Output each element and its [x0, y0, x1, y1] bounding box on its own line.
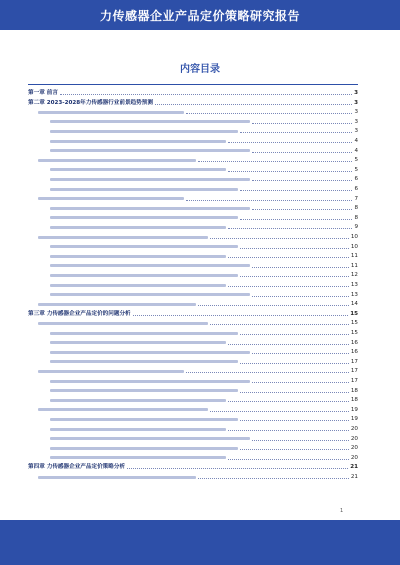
toc-page-number: 3: [354, 109, 358, 116]
toc-entry-text-illegible: [38, 322, 208, 325]
toc-entry-section[interactable]: [38, 300, 358, 308]
toc-entry-chapter[interactable]: [28, 89, 358, 97]
toc-entry-subsection[interactable]: [50, 291, 358, 299]
toc-leader-dots: [252, 179, 352, 181]
toc-entry-text-illegible: [38, 111, 184, 114]
toc-page-number: 17: [350, 368, 358, 375]
toc-entry-subsection[interactable]: [50, 396, 358, 404]
toc-page-number: 9: [354, 224, 358, 231]
toc-entry-subsection[interactable]: [50, 281, 358, 289]
toc-leader-dots: [198, 160, 352, 162]
toc-page-number: 8: [354, 205, 358, 212]
toc-entry-subsection[interactable]: [50, 339, 358, 347]
toc-leader-dots: [60, 93, 352, 95]
toc-page-number: 16: [350, 349, 358, 356]
toc-entry-subsection[interactable]: [50, 204, 358, 212]
toc-entry-subsection[interactable]: [50, 127, 358, 135]
toc-page-number: 19: [350, 406, 358, 413]
toc-leader-dots: [186, 112, 352, 114]
toc-entry-subsection[interactable]: [50, 415, 358, 423]
toc-entry-subsection[interactable]: [50, 118, 358, 126]
toc-entry-section[interactable]: [38, 156, 358, 164]
toc-leader-dots: [240, 419, 349, 421]
toc-entry-text-illegible: [50, 130, 238, 133]
toc-entry-text-illegible: [50, 341, 226, 344]
toc-page-number: 3: [354, 118, 358, 125]
toc-leader-dots: [228, 429, 349, 431]
toc-entry-subsection[interactable]: [50, 166, 358, 174]
toc-leader-dots: [240, 131, 352, 133]
page-number: 1: [340, 508, 344, 514]
toc-page-number: 5: [354, 166, 358, 173]
toc-page-number: 18: [350, 387, 358, 394]
toc-entry-text-illegible: [50, 351, 250, 354]
toc-entry-text-illegible: [50, 293, 250, 296]
toc-entry-text-illegible: [50, 188, 238, 191]
toc-entry-subsection[interactable]: [50, 243, 358, 251]
toc-entry-text-illegible: [38, 236, 208, 239]
toc-entry-chapter[interactable]: [28, 99, 358, 107]
toc-entry-subsection[interactable]: [50, 223, 358, 231]
toc-entry-subsection[interactable]: [50, 435, 358, 443]
table-of-contents: [28, 84, 358, 505]
toc-leader-dots: [252, 122, 352, 124]
toc-leader-dots: [252, 381, 349, 383]
toc-entry-text-illegible: [50, 418, 238, 421]
toc-entry-subsection[interactable]: [50, 137, 358, 145]
toc-entry-subsection[interactable]: [50, 358, 358, 366]
report-header: [0, 0, 400, 30]
toc-leader-dots: [210, 410, 349, 412]
toc-title: 内容目录: [180, 64, 220, 75]
toc-entry-subsection[interactable]: [50, 252, 358, 260]
toc-leader-dots: [240, 189, 352, 191]
toc-page-number: 10: [350, 234, 358, 240]
toc-page-number: 3: [354, 99, 358, 106]
toc-entry-text-illegible: [38, 303, 196, 306]
toc-page-number: 21: [350, 474, 358, 480]
toc-leader-dots: [240, 391, 349, 393]
toc-leader-dots: [133, 314, 349, 316]
toc-page-number: 15: [350, 320, 358, 327]
toc-leader-dots: [240, 333, 349, 335]
toc-entry-subsection[interactable]: [50, 425, 358, 433]
toc-entry-chapter[interactable]: [28, 463, 358, 471]
toc-leader-dots: [228, 458, 349, 460]
toc-leader-dots: [210, 237, 349, 239]
toc-entry-text-illegible: [38, 408, 208, 411]
toc-entry-section[interactable]: [38, 319, 358, 327]
toc-entry-text-illegible: [50, 284, 226, 287]
toc-entry-text-illegible: [50, 264, 250, 267]
toc-page-number: 8: [354, 214, 358, 221]
toc-entry-section[interactable]: [38, 233, 358, 241]
toc-entry-text-illegible: [38, 159, 196, 162]
toc-leader-dots: [240, 275, 349, 277]
toc-entry-text-illegible: [50, 140, 226, 143]
toc-entry-subsection[interactable]: [50, 444, 358, 452]
toc-page-number: 3: [354, 90, 358, 96]
toc-entry-text-illegible: [50, 120, 250, 123]
toc-leader-dots: [252, 295, 349, 297]
footer-banner: [0, 520, 400, 565]
toc-entry-text-illegible: [50, 149, 250, 152]
toc-leader-dots: [198, 477, 349, 479]
toc-page-number: 18: [350, 397, 358, 404]
toc-page-number: 5: [354, 157, 358, 164]
toc-entry-text-illegible: [50, 178, 250, 181]
toc-entry-subsection[interactable]: [50, 377, 358, 385]
toc-entry-subsection[interactable]: [50, 214, 358, 222]
toc-entry-text-illegible: [50, 255, 226, 258]
toc-entry-text-illegible: [50, 274, 238, 277]
toc-leader-dots: [252, 439, 349, 441]
toc-page-number: 7: [354, 195, 358, 202]
toc-leader-dots: [228, 170, 352, 172]
toc-page-number: 17: [350, 378, 358, 384]
toc-entry-text: 第三章 力传感器企业产品定价的问题分析: [28, 310, 131, 317]
toc-page-number: 21: [350, 464, 358, 471]
toc-page-number: 19: [350, 416, 358, 423]
toc-entry-text-illegible: [38, 197, 184, 200]
toc-leader-dots: [228, 227, 352, 229]
toc-leader-dots: [210, 323, 349, 325]
toc-entry-text-illegible: [50, 437, 250, 440]
toc-page-number: 6: [354, 176, 358, 183]
toc-leader-dots: [198, 304, 349, 306]
toc-entry-text-illegible: [50, 360, 238, 363]
toc-entry-text-illegible: [50, 456, 226, 459]
toc-page-number: 4: [354, 138, 358, 144]
toc-entry-subsection[interactable]: [50, 185, 358, 193]
toc-page-number: 15: [350, 310, 358, 317]
toc-entry-subsection[interactable]: [50, 348, 358, 356]
report-title: 力传感器企业产品定价策略研究报告: [99, 8, 300, 23]
toc-entry-text-illegible: [50, 380, 250, 383]
toc-page-number: 20: [350, 426, 358, 432]
toc-page-number: 12: [350, 272, 358, 279]
toc-page-number: 3: [354, 128, 358, 135]
toc-leader-dots: [252, 208, 352, 210]
toc-entry-section[interactable]: [38, 367, 358, 375]
toc-leader-dots: [186, 199, 352, 201]
toc-entry-text-illegible: [50, 207, 250, 210]
toc-leader-dots: [228, 256, 349, 258]
toc-entry-text-illegible: [50, 447, 238, 450]
toc-entry-chapter[interactable]: [28, 310, 358, 318]
toc-leader-dots: [252, 352, 349, 354]
toc-leader-dots: [252, 151, 352, 153]
toc-entry-text-illegible: [50, 399, 226, 402]
toc-page-number: 17: [350, 358, 358, 365]
toc-entry-text-illegible: [38, 476, 196, 479]
toc-page-number: 14: [350, 301, 358, 308]
toc-entry-subsection[interactable]: [50, 147, 358, 155]
toc-entry-subsection[interactable]: [50, 329, 358, 337]
toc-page-number: 16: [350, 339, 358, 346]
toc-page-number: 11: [350, 253, 358, 260]
toc-entry-text-illegible: [38, 370, 184, 373]
toc-entry-subsection[interactable]: [50, 175, 358, 183]
toc-page-number: 15: [350, 330, 358, 336]
toc-leader-dots: [240, 247, 349, 249]
toc-entry-section[interactable]: [38, 473, 358, 481]
toc-leader-dots: [240, 218, 352, 220]
toc-entry-text: 第二章 2023-2028年力传感器行业前景趋势预测: [28, 99, 153, 106]
toc-entry-text-illegible: [50, 216, 238, 219]
toc-leader-dots: [240, 448, 349, 450]
toc-entry-text-illegible: [50, 226, 226, 229]
toc-entry-subsection[interactable]: [50, 262, 358, 270]
toc-leader-dots: [252, 266, 349, 268]
toc-entry-text-illegible: [50, 332, 238, 335]
toc-entry-text-illegible: [50, 389, 238, 392]
toc-page-number: 6: [354, 186, 358, 192]
toc-leader-dots: [228, 343, 349, 345]
toc-leader-dots: [228, 141, 352, 143]
toc-page-number: 11: [350, 262, 358, 269]
toc-leader-dots: [186, 371, 349, 373]
toc-leader-dots: [228, 285, 349, 287]
toc-entry-subsection[interactable]: [50, 387, 358, 395]
toc-page-number: 20: [350, 445, 358, 452]
toc-page-number: 13: [350, 291, 358, 298]
toc-entry-text-illegible: [50, 245, 238, 248]
toc-page-number: 13: [350, 282, 358, 288]
toc-leader-dots: [228, 400, 349, 402]
toc-entry-subsection[interactable]: [50, 454, 358, 462]
toc-entry-text: 第四章 力传感器企业产品定价策略分析: [28, 464, 126, 471]
toc-entry-section[interactable]: [38, 406, 358, 414]
toc-page-number: 10: [350, 243, 358, 250]
toc-entry-subsection[interactable]: [50, 271, 358, 279]
toc-leader-dots: [155, 103, 352, 105]
toc-leader-dots: [127, 467, 348, 469]
toc-entry-text: 第一章 前言: [28, 90, 58, 96]
toc-page-number: 4: [354, 147, 358, 154]
toc-entry-section[interactable]: [38, 195, 358, 203]
toc-entry-text-illegible: [50, 168, 226, 171]
toc-page-number: 20: [350, 435, 358, 442]
toc-entry-section[interactable]: [38, 108, 358, 116]
toc-leader-dots: [240, 362, 349, 364]
toc-page-number: 20: [350, 454, 358, 461]
toc-entry-text-illegible: [50, 428, 226, 431]
